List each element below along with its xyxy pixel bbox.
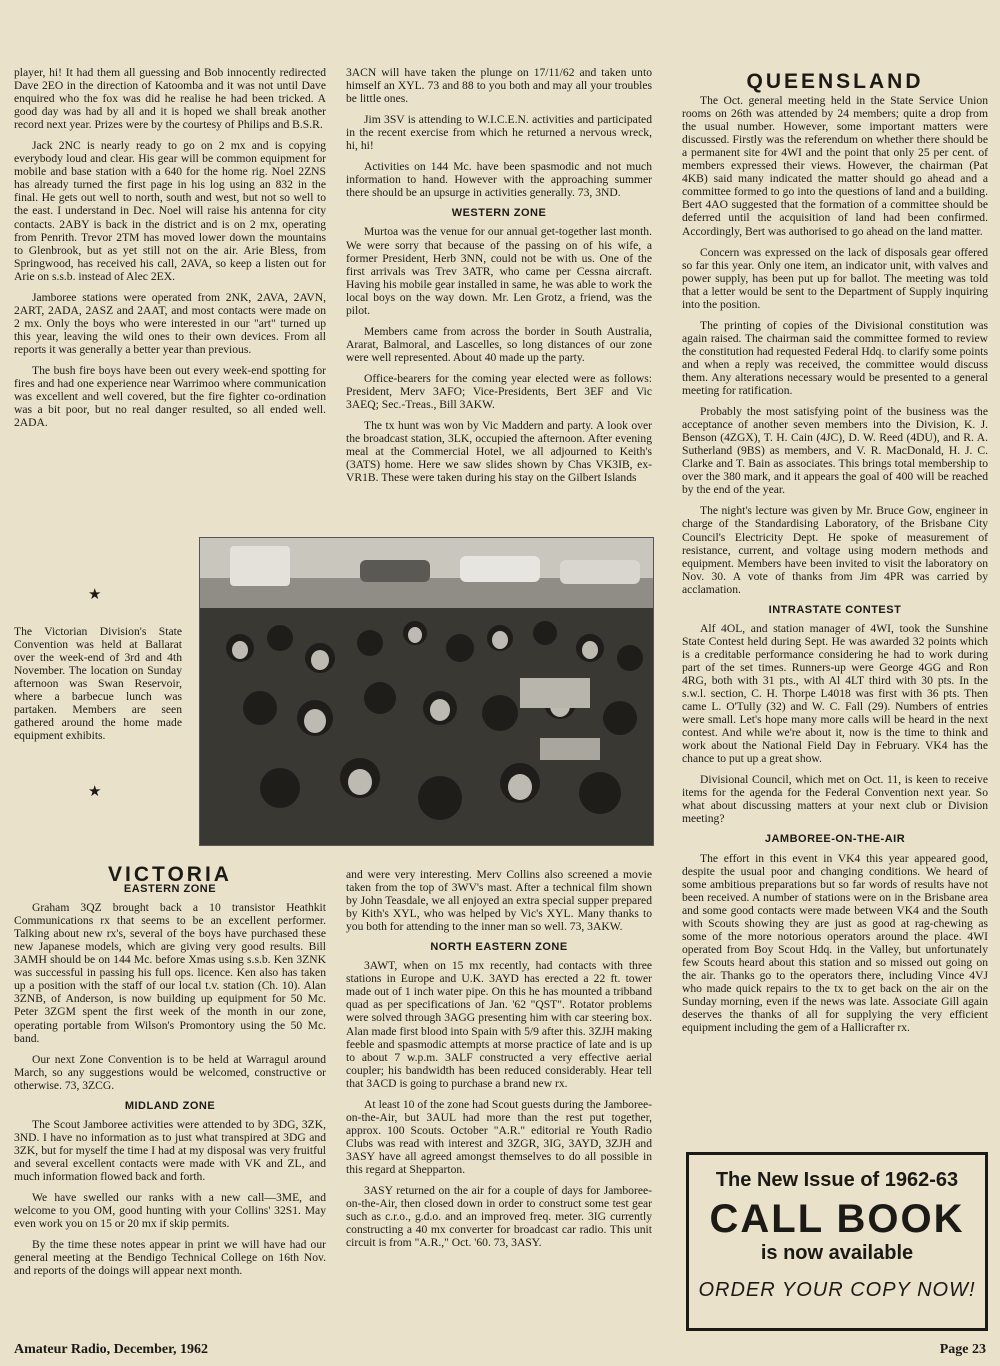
- north-eastern-zone-heading: NORTH EASTERN ZONE: [430, 941, 568, 954]
- paragraph: Jim 3SV is attending to W.I.C.E.N. activities and participated in the recent exercise from which he returned a nervous wreck, hi, hi!: [346, 113, 652, 153]
- ad-line-3: is now available: [760, 1242, 914, 1264]
- paragraph: The Oct. general meeting held in the State Service Union rooms on 26th was attended by 24 members; quite a drop from the usual number. However, some important matters were discussed. Firstly was the referendum on whether there should be a permanent site for 4WI and the point that only 25 per cent. of members expressed their views. However, the chairman (Pat 4KB) said many indicated the matter should go ahead and a committee formed to go into the questions of land and a building. Bert 4AO suggested that the formation of a committee should be deferred until the acquisition of land had been confirmed. Accordingly, Bert was authorised to go ahead on the land matter.: [682, 94, 988, 238]
- ad-line-4: ORDER YOUR COPY NOW!: [698, 1279, 976, 1301]
- paragraph: Members came from across the border in South Australia, Ararat, Balmoral, and Lascelles, so long distances of our zone were well represented. About 40 made up the party.: [346, 324, 652, 364]
- paragraph: player, hi! It had them all guessing and Bob innocently redirected Dave 2EO in the direction of Katoomba and it was not until Dave enquired who the fox was did he realise he had been tricked. A good day was had by all and it is hoped we shall break another record next year. Prizes were by the courtesy of Philips and B.S.R.: [14, 66, 326, 132]
- page-footer: [14, 1342, 986, 1358]
- page-number: Page 23: [939, 1342, 986, 1357]
- column-2-text: [346, 66, 652, 492]
- paragraph: The bush fire boys have been out every week-end spotting for fires and had one experience near Warrimoo where communication was excellent and well covered, but the fire fighter co-ordination was a bit poor, but no real danger resulted, so all ended well. 2ADA.: [14, 363, 326, 430]
- photo-caption: The Victorian Division's State Convention was held at Ballarat over the week-end of 3rd and 4th November. The location on Sunday afternoon was Swan Reservoir, where a barbecue lunch was partaken. Members are seen gathered around the home made equipment exhibits.: [14, 625, 182, 743]
- eastern-zone-heading: EASTERN ZONE: [123, 883, 217, 896]
- paragraph: Graham 3QZ brought back a 10 transistor Heathkit Communications rx that seems to be an excellent performer. Talking about new rx's, several of the boys have purchased these new Japanese models, which are giving very good results. Bill 3AMH should be on 144 Mc. before Xmas using s.s.b. Ken 3ZNK was successful in passing his full ops. licence. Ken also has taken up a position with the staff of our local t.v. station (Ch. 10). Alan 3ZNB, of Anderson, is now building up equipment for 50 Mc. Peter 3ZGM spent the first week of the month in our zone, operating portable from Wilson's Promontory using the 50 Mc. band.: [14, 901, 326, 1045]
- ad-line-2: CALL BOOK: [709, 1197, 965, 1241]
- ad-line-1: The New Issue of 1962-63: [715, 1169, 959, 1191]
- paragraph: Jamboree stations were operated from 2NK, 2AVA, 2AVN, 2ART, 2ADA, 2ASZ and 2AAT, and most contacts were made on 2 mx. Only the boys who were interested in our "art" turned up this year, leaving the wild ones to their own devices. From all reports it was generally a better year than previous.: [14, 290, 326, 356]
- call-book-advertisement: [686, 1152, 988, 1331]
- paragraph: Divisional Council, which met on Oct. 11, is keen to receive items for the agenda for the Federal Convention next year. So what about discussing matters at your next club or Division meeting?: [682, 773, 988, 826]
- column-1-text: [14, 66, 326, 437]
- paragraph: The effort in this event in VK4 this year appeared good, despite the usual poor and changing conditions. We heard of some ambitious preparations but so far words of results have not been received. A number of stations were on in the Brisbane area and some good contacts were made between VK4 and the South with Scouts showing they are just as good at rag-chewing as some of the more notorious operators around the place. 4WI operated from Boy Scout Hdq. in the Valley, but unfortunately few Scouts heard about this station and so missed out going on the air. Thanks go to the operators there, including Vince 4VJ who made quick repairs to the tx to get back on the air on the Sunday morning, even if the news was late. Associate Gill again deserves the thanks of all for supplying the very efficient equipment including the gem of a Hallicrafter rx.: [682, 851, 988, 1035]
- paragraph: 3ACN will have taken the plunge on 17/11/62 and taken unto himself an XYL. 73 and 88 to you both and may all your troubles be little ones.: [346, 66, 652, 106]
- column-3-text: [682, 70, 988, 1042]
- paragraph: At least 10 of the zone had Scout guests during the Jamboree-on-the-Air, but 3AUL had more than the rest put together, approx. 100 Scouts. October "A.R." editorial re Youth Radio Clubs was read with interest and 3ZGR, 3IG, 3AYD, 3ZJH and 3ASY have all agreed amongst themselves to do all possible in this regard at Shepparton.: [346, 1097, 652, 1176]
- star-ornament: ★: [88, 784, 102, 800]
- footer-publication: Amateur Radio, December, 1962: [14, 1342, 209, 1357]
- paragraph: 3AWT, when on 15 mx recently, had contacts with three stations in Europe and U.K. 3AYD has erected a 22 ft. tower made out of 1 inch water pipe. On this he has mounted a tribband quad as per specifications of Jan. '62 "QST". Rotator problems were solved through 3AGG presenting him with car steering box. Alan made first blood into Spain with 5/9 after this. 3ZJH making feeble and spasmodic attempts at morse practice of late and is up to about 7 w.p.m. 3ALF constructed a very effective aerial coupler; his bandwidth has been reduced considerably. Hear tell that 3ACD is going to purchase a brand new rx.: [346, 959, 652, 1090]
- victoria-heading: VICTORIA: [108, 863, 232, 886]
- paragraph: The printing of copies of the Divisional constitution was again raised. The chairman said the committee formed to review the constitution had requested Federal Hdq. to clarify some points and when a reply was received, the committee would discuss them. Any alterations necessary would be presented to a general meeting for ratification.: [682, 318, 988, 398]
- paragraph: By the time these notes appear in print we will have had our general meeting at the Bendigo Technical College on 16th Nov. and reports of the doings will appear next month.: [14, 1238, 326, 1278]
- paragraph: The Scout Jamboree activities were attended to by 3DG, 3ZK, 3ND. I have no information as to just what transpired at 3DG and 3ZK, but for myself the time I had at my disposal was very fruitful and several excellent contacts were made with VK and ZL, and much information flowed back and forth.: [14, 1117, 326, 1183]
- queensland-heading: QUEENSLAND: [746, 70, 924, 93]
- western-zone-heading: WESTERN ZONE: [451, 207, 547, 220]
- intrastate-contest-heading: INTRASTATE CONTEST: [768, 603, 902, 616]
- paragraph: We have swelled our ranks with a new call—3ME, and welcome to you OM, good hunting with your Collins' 32S1. May even work you on 15 or 20 mx if skip permits.: [14, 1191, 326, 1231]
- midland-zone-heading: MIDLAND ZONE: [124, 1099, 216, 1112]
- paragraph: The night's lecture was given by Mr. Bruce Gow, engineer in charge of the Standardising Laboratory, of the Brisbane City Council's Electricity Dept. He spoke of measurement of resistance, current, and voltage using modern methods and equipment. Members have been invited to visit the laboratory on Nov. 30. A vote of thanks from Jim 4PR was carried by acclamation.: [682, 504, 988, 596]
- paragraph: Activities on 144 Mc. have been spasmodic and not much information to hand. However with the approaching summer there should be an upsurge in activities generally. 73, 3ND.: [346, 160, 652, 200]
- paragraph: Our next Zone Convention is to be held at Warragul around March, so any suggestions would be welcomed, constructive or otherwise. 73, 3ZCG.: [14, 1052, 326, 1092]
- convention-photo: [199, 537, 654, 846]
- jamboree-heading: JAMBOREE-ON-THE-AIR: [764, 833, 906, 846]
- paragraph: Jack 2NC is nearly ready to go on 2 mx and is copying everybody loud and clear. His gear will be common equipment for mobile and base station with a 640 for the home rig. Noel 2ZNS has already turned the first page in his log using an 832 in the final. He gets out well to north, south and west, but not so well to the east. I understand in Dec. Noel will raise his antenna for city contacts. 2ABY is back in the district and is on 2 mx, operating from Penrith. Trevor 2TM has moved lower down the mountains to Glenbrook, but as yet still not on the air. Arie Bless, from Springwood, has received his call, 2AVA, so keep a listen out for Arie on s.s.b. instead of Alec 2EX.: [14, 139, 326, 283]
- victoria-section: [14, 863, 326, 1285]
- paragraph: Office-bearers for the coming year elected were as follows: President, Merv 3AFO; Vice-Presidents, Bert 3EF and Vic 3AEQ; Sec.-Treas., Bill 3AKW.: [346, 371, 652, 412]
- paragraph: 3ASY returned on the air for a couple of days for Jamboree-on-the-Air, then closed down in order to construct some test gear such as c.r.o., g.d.o. and an improved freq. meter. 3IG currently constructing a 40 mx converter for broadcast car radio. This unit circuit is from "A.R.," Oct. '60. 73, 3ASY.: [346, 1184, 652, 1250]
- paragraph: Concern was expressed on the lack of disposals gear offered so far this year. Only one item, an indicator unit, with valves and power supply, has been put up for ballot. The meeting was told that a letter would be sent to the Department of Supply inquiring into the position.: [682, 245, 988, 311]
- paragraph: and were very interesting. Merv Collins also screened a movie taken from the top of 3WV's mast. After a technical film shown by John Teasdale, we all enjoyed an extra special supper prepared by Kith's XYL, who was helped by Vic's XYL. Many thanks to you both for attending to the inner man so well. 73, 3AKW.: [346, 868, 652, 934]
- column-2-lower-text: [346, 868, 652, 1257]
- crowd-photo-illustration: [200, 538, 653, 845]
- paragraph: Alf 4OL, and station manager of 4WI, took the Sunshine State Contest held during Sept. He was awarded 32 points which is a creditable performance considering he had to work during part of the set times. Runners-up were George 4GG and Ron 4RG, both with 31 pts., with Al 4LT third with 30 pts. In the s.w.l. section, C. H. Thorpe L4018 was first with 36 pts. Then came L. O'Tully (32) and W. C. Fall (29). Numbers of entries were small. Let's hope many more calls will be heard in the next contest. And while we're about it, now is the time to think and work about the National Field Day in February. VK4 has the chance to put up a great show.: [682, 621, 988, 766]
- paragraph: Murtoa was the venue for our annual get-together last month. We were sorry that because of the passing on of his wife, a former President, Herb 3NN, could not be with us. One of the first arrivals was Trev 3ATR, who came per Cessna aircraft. Having his mobile gear installed in same, he was able to work the local boys on the way down. Mr. Len Grotz, a friend, was the pilot.: [346, 225, 652, 317]
- paragraph: Probably the most satisfying point of the business was the acceptance of another seven members into the Division, K. J. Benson (4ZGX), T. H. Cain (4JC), D. W. Reed (4DU), and R. A. Sutherland (9BS) as members, and V. R. MacDonald, H. J. C. Clarke and T. Bain as associates. This brings total membership to over the 380 mark, and it appears the goal of 400 will be reached by the end of the year.: [682, 405, 988, 497]
- star-ornament: ★: [88, 587, 102, 603]
- paragraph: The tx hunt was won by Vic Maddern and party. A look over the broadcast station, 3LK, occupied the afternoon. After evening meal at the Commercial Hotel, we all adjourned to Keith's (3ATS) home. Here we saw slides shown by Chas VK3IB, ex-VR1B. These were taken during his stay on the Gilbert Islands: [346, 419, 652, 485]
